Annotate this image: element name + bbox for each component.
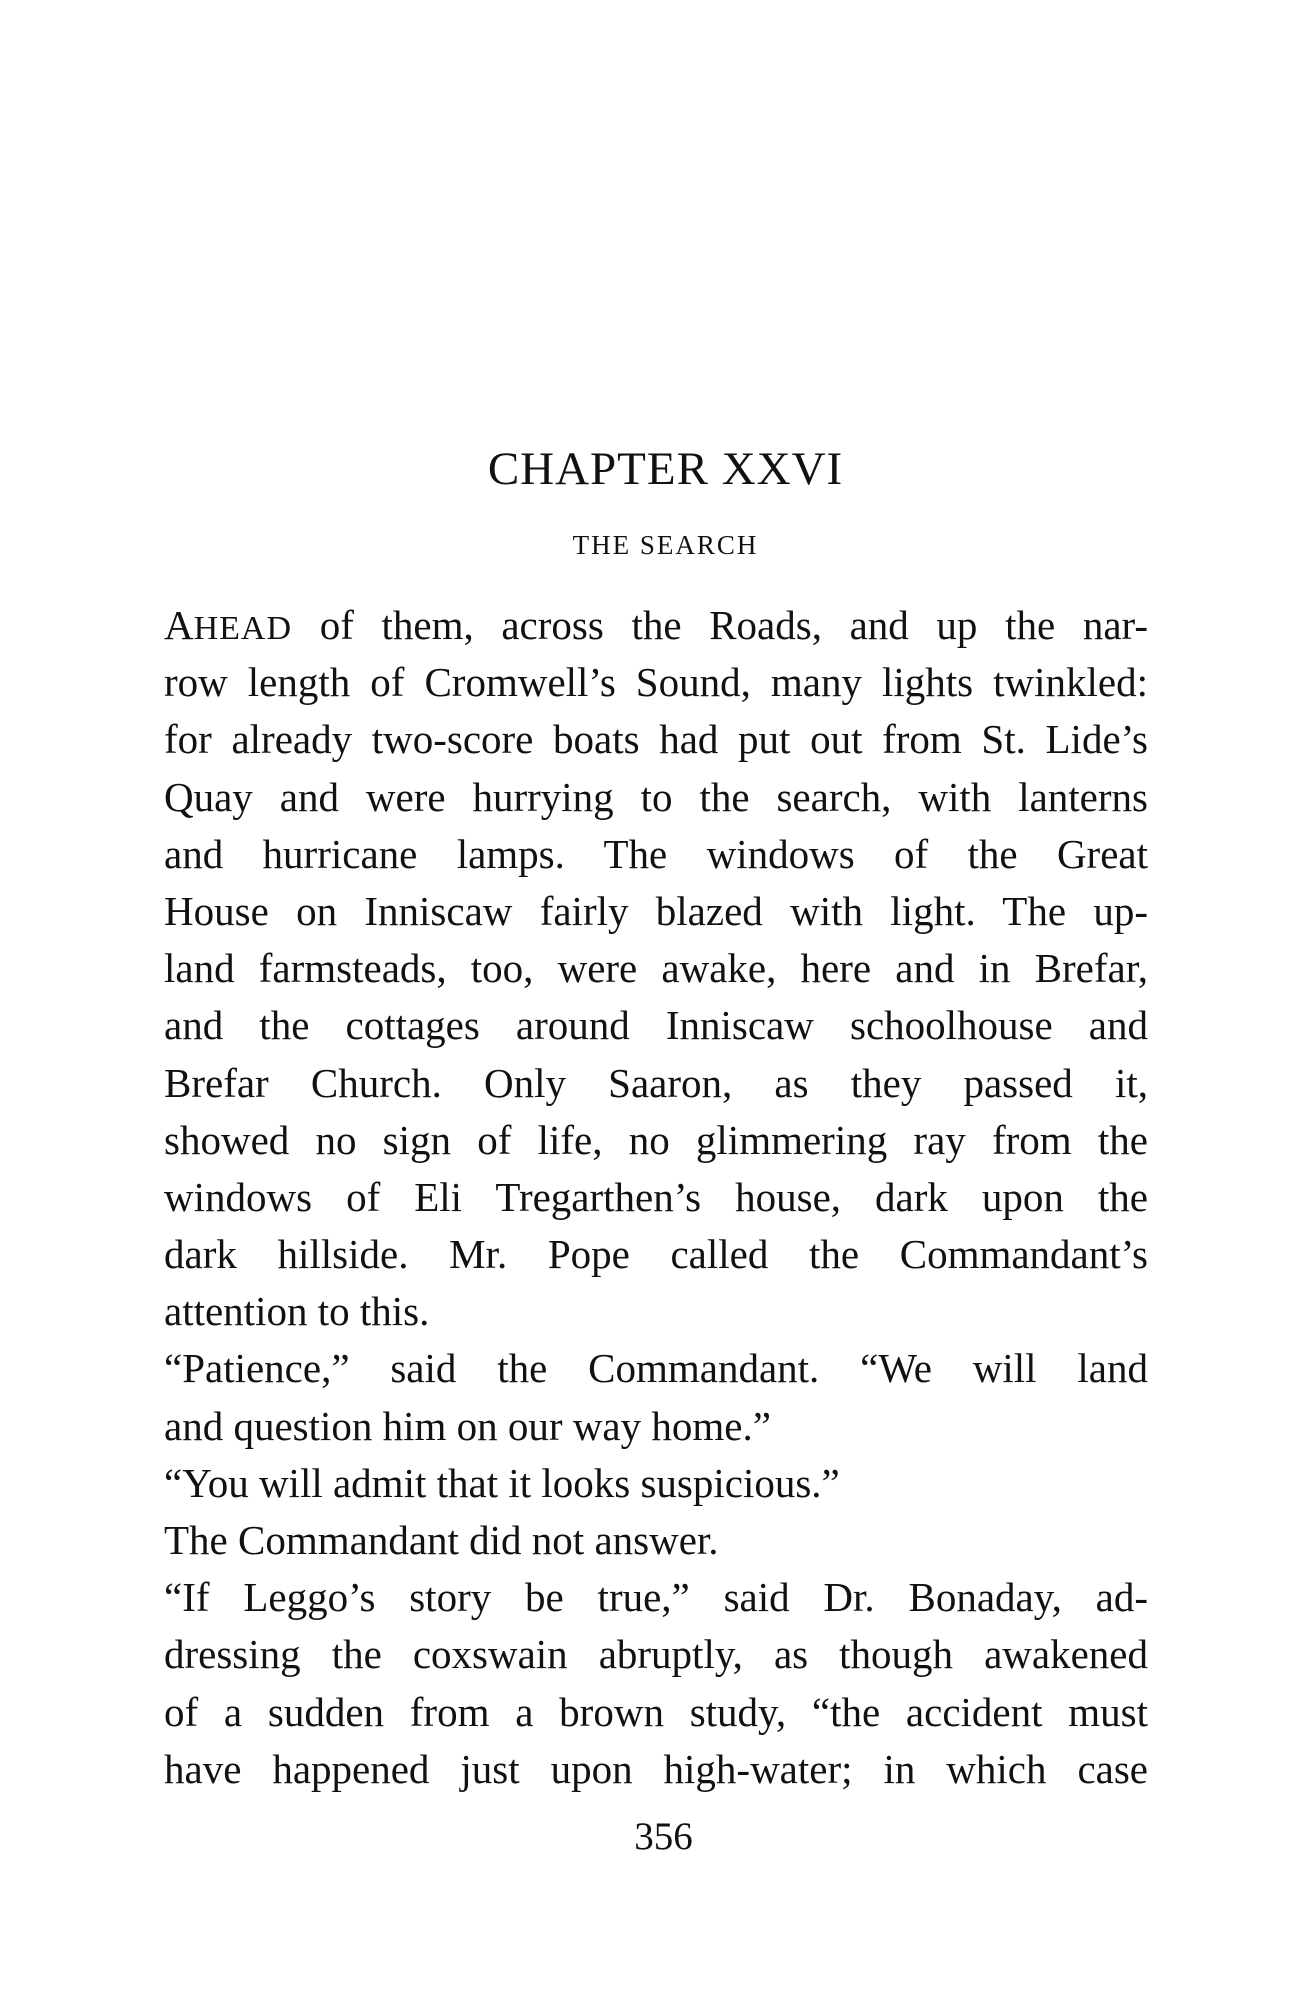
drop-initial: A xyxy=(164,602,194,648)
text-line: have happened just upon high-water; in which case xyxy=(164,1745,1148,1792)
text-line: Brefar Church. Only Saaron, as they passed it, xyxy=(164,1059,1148,1106)
text-line: “Patience,” said the Commandant. “We will land xyxy=(164,1345,1148,1392)
text-line: The Commandant did not answer. xyxy=(164,1517,719,1563)
text-line: and question him on our way home.” xyxy=(164,1402,771,1449)
text-line: and the cottages around Inniscaw schoolhouse and xyxy=(164,1002,1148,1049)
text-line: of a sudden from a brown study, “the accident must xyxy=(164,1688,1148,1735)
body-text xyxy=(164,597,1148,1798)
text-line: showed no sign of life, no glimmering ray from the xyxy=(164,1116,1148,1163)
small-caps-word: HEAD xyxy=(193,610,293,647)
text-line: dressing the coxswain abruptly, as though awakened xyxy=(164,1631,1148,1678)
text-line: windows of Eli Tregarthen’s house, dark upon the xyxy=(164,1173,1148,1220)
text-line: and hurricane lamps. The windows of the Great xyxy=(164,830,1148,877)
text-line: land farmsteads, too, were awake, here and in Brefar, xyxy=(164,945,1148,992)
text-line: “If Leggo’s story be true,” said Dr. Bonaday, ad- xyxy=(164,1574,1148,1621)
text-line: House on Inniscaw fairly blazed with light. The up- xyxy=(164,887,1148,934)
text-line: row length of Cromwell’s Sound, many lights twinkled: xyxy=(164,659,1148,706)
text-line xyxy=(164,597,1148,654)
text-line: “You will admit that it looks suspicious.” xyxy=(164,1459,840,1506)
text-line: attention to this. xyxy=(164,1288,430,1335)
line-text: of them, across the Roads, and up the nar- xyxy=(292,602,1148,648)
chapter-subtitle: THE SEARCH xyxy=(572,530,759,560)
page-number: 356 xyxy=(634,1815,693,1858)
text-line: for already two-score boats had put out from St. Lide’s xyxy=(164,716,1148,763)
text-line: Quay and were hurrying to the search, with lanterns xyxy=(164,773,1148,820)
text-line: dark hillside. Mr. Pope called the Commandant’s xyxy=(164,1231,1148,1278)
chapter-title: CHAPTER XXVI xyxy=(487,443,844,495)
